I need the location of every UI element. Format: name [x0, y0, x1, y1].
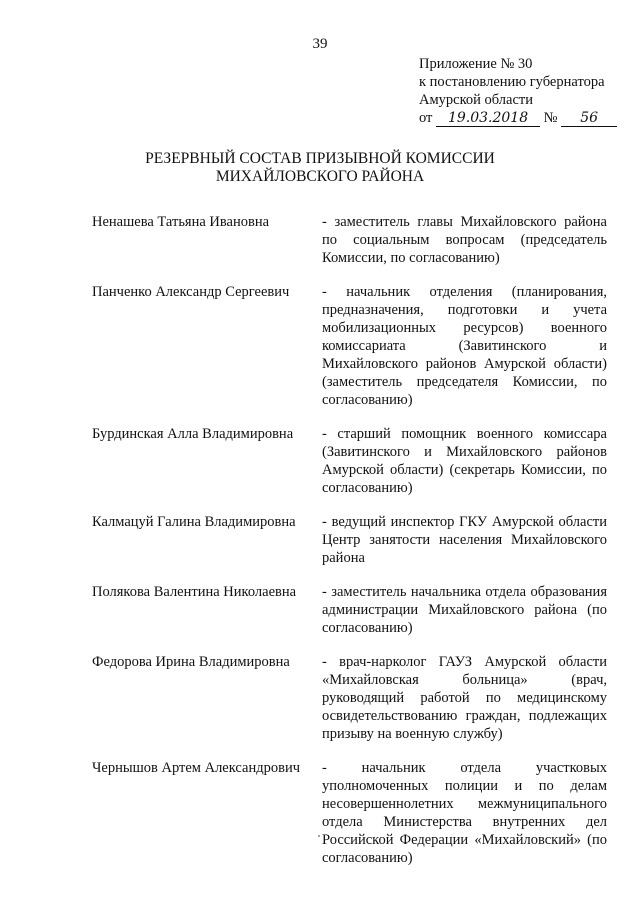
handwritten-date: 19.03.2018: [436, 111, 540, 127]
member-row: [92, 283, 607, 409]
member-name: Чернышов Артем Александрович: [92, 760, 301, 776]
document-title: [0, 150, 640, 186]
title-line-2: МИХАЙЛОВСКОГО РАЙОНА: [215, 168, 425, 185]
member-name: Калмацуй Галина Владимировна: [92, 514, 296, 530]
appendix-date-line: [419, 109, 617, 127]
page-number: 39: [312, 36, 328, 52]
member-role: - начальник отдела участковых уполномоченных полиции и по делам несовершеннолетних межмуниципального отдела Министерства внутренних дел Российской Федерации «Михайловский» (по согласованию): [322, 760, 607, 866]
member-role: - врач-нарколог ГАУЗ Амурской области «Михайловская больница» (врач, руководящий работой по медицинскому освидетельствованию граждан, подлежащих призыву на военную службу): [322, 654, 607, 742]
member-row: [92, 583, 607, 637]
appendix-region: Амурской области: [419, 92, 533, 108]
title-line-1: РЕЗЕРВНЫЙ СОСТАВ ПРИЗЫВНОЙ КОМИССИИ: [145, 150, 495, 167]
appendix-block: [419, 55, 617, 127]
appendix-resolution-ref: к постановлению губернатора: [419, 74, 605, 90]
member-role: - заместитель главы Михайловского района по социальным вопросам (председатель Комиссии, по согласованию): [322, 214, 607, 266]
handwritten-number: 56: [561, 111, 617, 127]
member-row: [92, 759, 607, 867]
member-row: [92, 653, 607, 743]
date-prefix: от: [419, 110, 433, 126]
member-name: Федорова Ирина Владимировна: [92, 654, 290, 670]
member-row: [92, 425, 607, 497]
member-row: [92, 513, 607, 567]
member-role: - заместитель начальника отдела образования администрации Михайловского района (по согласованию): [322, 584, 607, 636]
members-list: [92, 213, 607, 883]
scan-speck: [318, 835, 320, 837]
member-name: Ненашева Татьяна Ивановна: [92, 214, 270, 230]
member-role: - старший помощник военного комиссара (Завитинского и Михайловского районов Амурской области) (секретарь Комиссии, по согласованию): [322, 426, 607, 496]
appendix-title: Приложение № 30: [419, 56, 533, 72]
member-role: - ведущий инспектор ГКУ Амурской области Центр занятости населения Михайловского района: [322, 514, 607, 566]
member-name: Панченко Александр Сергеевич: [92, 284, 290, 300]
number-label: №: [543, 110, 558, 126]
member-name: Бурдинская Алла Владимировна: [92, 426, 294, 442]
member-row: [92, 213, 607, 267]
member-role: - начальник отделения (планирования, предназначения, подготовки и учета мобилизационных ресурсов) военного комиссариата (Завитинского и Михайловского районов Амурской области) (заместитель председателя Комиссии, по согласованию): [322, 284, 607, 408]
member-name: Полякова Валентина Николаевна: [92, 584, 297, 600]
